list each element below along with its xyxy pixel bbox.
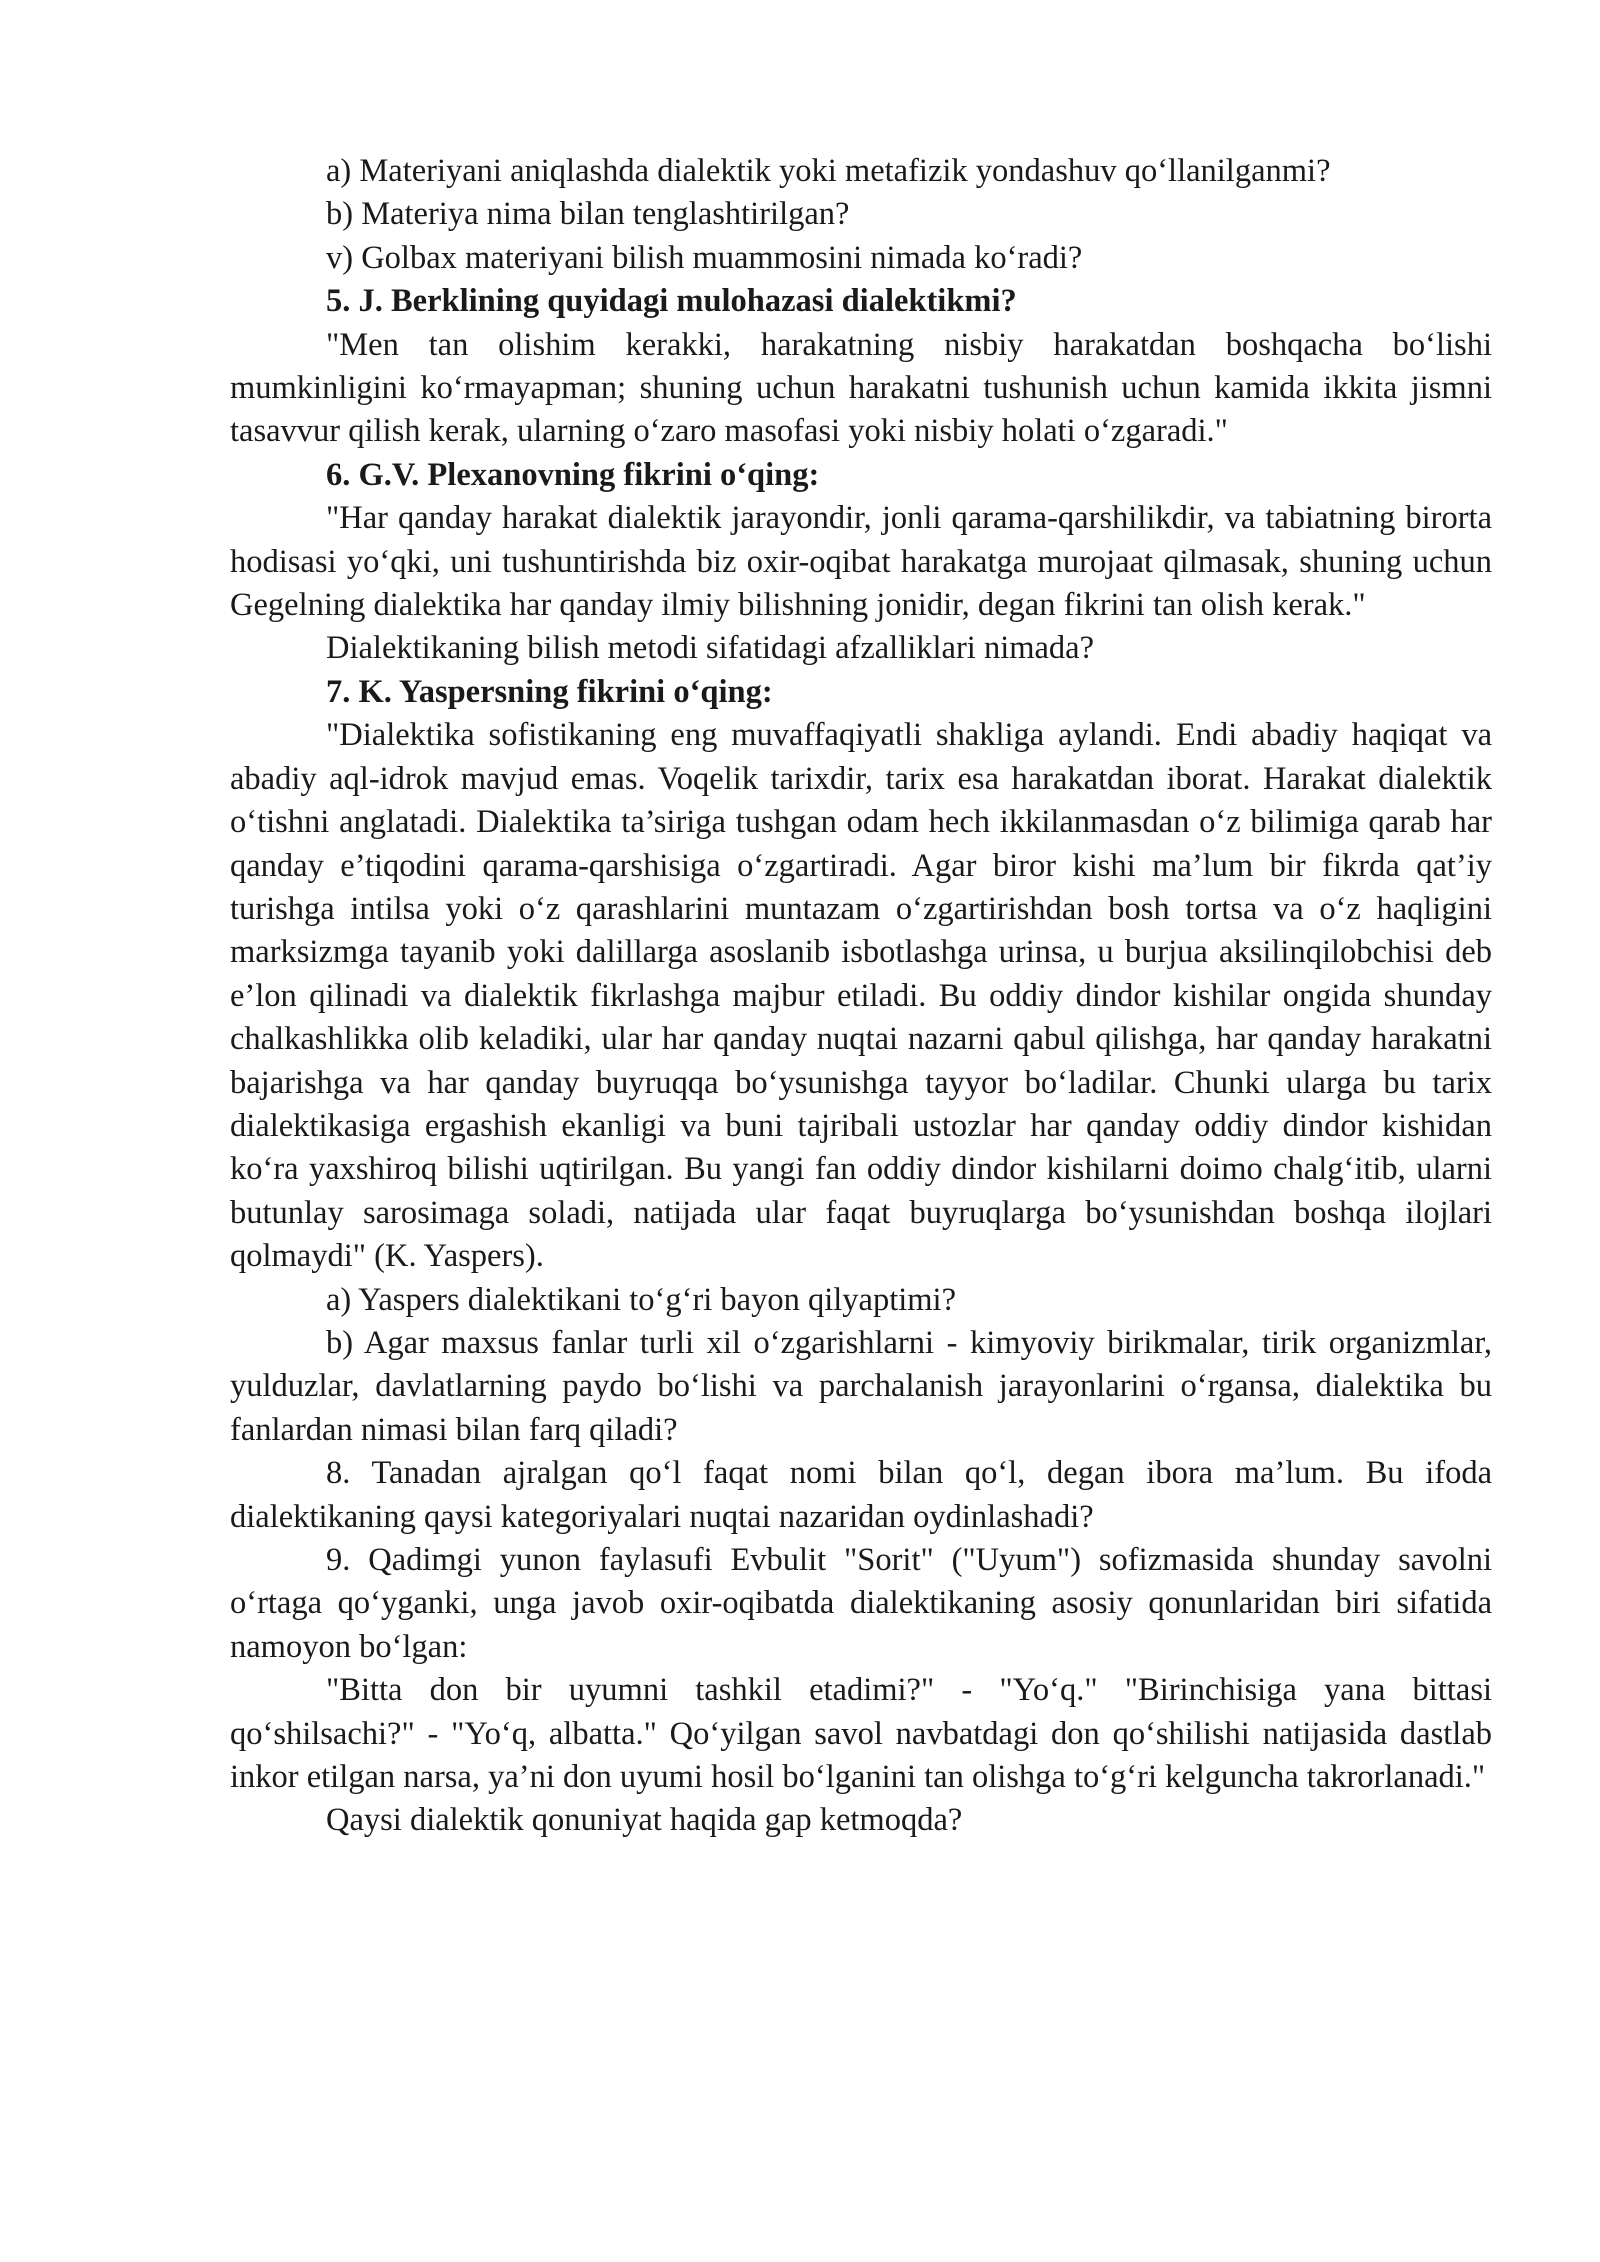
question-7a: a) Yaspers dialektikani to‘g‘ri bayon qilyaptimi? — [326, 1281, 957, 1318]
task-8: 8. Tanadan ajralgan qo‘l faqat nomi bilan qo‘l, degan ibora ma’lum. Bu ifoda dialektikaning qaysi kategoriyalari nuqtai nazaridan oydinlashadi? — [230, 1455, 1492, 1535]
sorites-quote: "Bitta don bir uyumni tashkil etadimi?" - "Yo‘q." "Birinchisiga yana bittasi qo‘shilsachi?" - "Yo‘q, albatta." Qo‘yilgan savol navbatdagi don qo‘shilishi natijasida dastlab inkor etilgan narsa, ya’ni don uyumi hosil bo‘lganini tan olishga to‘g‘ri kelguncha takrorlanadi." — [230, 1672, 1492, 1796]
plekhanov-quote: "Har qanday harakat dialektik jarayondir, jonli qarama-qarshilikdir, va tabiatning birorta hodisasi yo‘qki, uni tushuntirishda biz oxir-oqibat harakatga murojaat qilmasak, shuning uchun Gegelning dialektika har qanday ilmiy bilishning jonidir, degan fikrini tan olish kerak." — [230, 500, 1492, 624]
question-4a: a) Materiyani aniqlashda dialektik yoki metafizik yondashuv qo‘llanilganmi? — [326, 153, 1331, 189]
question-4v: v) Golbax materiyani bilish muammosini nimada ko‘radi? — [326, 239, 1083, 276]
task-5-heading: 5. J. Berklining quyidagi mulohazasi dialektikmi? — [326, 283, 1017, 320]
task-9: 9. Qadimgi yunon faylasufi Evbulit "Sorit" ("Uyum") sofizmasida shunday savolni o‘rtaga qo‘yganki, unga javob oxir-oqibatda dialektikaning asosiy qonunlaridan biri sifatida namoyon bo‘lgan: — [230, 1542, 1492, 1665]
task-6-heading: 6. G.V. Plexanovning fikrini o‘qing: — [326, 456, 820, 493]
task-9-question: Qaysi dialektik qonuniyat haqida gap ketmoqda? — [326, 1802, 963, 1839]
document-page — [230, 150, 1492, 1843]
task-6-question: Dialektikaning bilish metodi sifatidagi afzalliklari nimada? — [326, 630, 1095, 667]
task-7-heading: 7. K. Yaspersning fikrini o‘qing: — [326, 673, 773, 710]
question-7b: b) Agar maxsus fanlar turli xil o‘zgarishlarni - kimyoviy birikmalar, tirik organizmlar, yulduzlar, davlatlarning paydo bo‘lishi va parchalanish jarayonlarini o‘rgansa, dialektika bu fanlardan nimasi bilan farq qiladi? — [230, 1324, 1492, 1448]
berkeley-quote: "Men tan olishim kerakki, harakatning nisbiy harakatdan boshqacha bo‘lishi mumkinligini ko‘rmayapman; shuning uchun harakatni tushunish uchun kamida ikkita jismni tasavvur qilish kerak, ularning o‘zaro masofasi yoki nisbiy holati o‘zgaradi." — [230, 326, 1492, 450]
jaspers-quote: "Dialektika sofistikaning eng muvaffaqiyatli shakliga aylandi. Endi abadiy haqiqat va abadiy aql-idrok mavjud emas. Voqelik tarixdir, tarix esa harakatdan iborat. Harakat dialektik o‘tishni anglatadi. Dialektika ta’siriga tushgan odam hech ikkilanmasdan o‘z bilimiga qarab har qanday e’tiqodini qarama-qarshisiga o‘zgartiradi. Agar biror kishi ma’lum bir fikrda qat’iy turishga intilsa yoki o‘z qarashlarini muntazam o‘zgartirishdan bosh tortsa va o‘z haqligini marksizmga tayanib yoki dalillarga asoslanib isbotlashga urinsa, u burjua aksilinqilobchisi deb e’lon qilinadi va dialektik fikrlashga majbur etiladi. Bu oddiy dindor kishilar ongida shunday chalkashlikka olib keladiki, ular har qanday nuqtai nazarni qabul qilishga, har qanday harakatni bajarishga va har qanday buyruqqa bo‘ysunishga tayyor bo‘ladilar. Chunki ularga bu tarix dialektikasiga ergashish ekanligi va buni tajribali ustozlar har qanday oddiy dindor kishidan ko‘ra yaxshiroq bilishi uqtirilgan. Bu yangi fan oddiy dindor kishilarni doimo chalg‘itib, ularni butunlay sarosimaga soladi, natijada ular faqat buyruqlarga bo‘ysunishdan boshqa ilojlari qolmaydi" (K. Yaspers). — [230, 717, 1492, 1275]
question-4b: b) Materiya nima bilan tenglashtirilgan? — [326, 196, 850, 233]
